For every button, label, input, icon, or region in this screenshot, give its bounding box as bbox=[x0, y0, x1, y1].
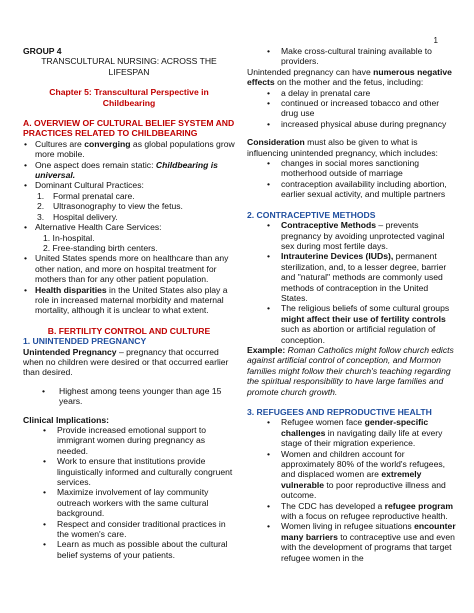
page-number: 1 bbox=[433, 36, 438, 45]
left-column bbox=[23, 46, 235, 560]
list-item: • Respect and consider traditional practices in the women's care. bbox=[23, 519, 235, 540]
list-item: • Highest among teens younger than age 15 years. bbox=[23, 386, 235, 407]
list-item: • Maximize involvement of lay community outreach workers with the same cultural background. bbox=[23, 487, 235, 518]
contraceptive-list bbox=[247, 220, 457, 345]
list-item: • changes in social mores sanctioning motherhood outside of marriage bbox=[247, 158, 457, 179]
training-list bbox=[247, 46, 457, 67]
list-item: • Work to ensure that institutions provide linguistically informed and culturally congruent services. bbox=[23, 456, 235, 487]
practice-item: 2. Ultrasonography to view the fetus. bbox=[37, 201, 183, 212]
clinical-list bbox=[23, 425, 235, 560]
refugees-heading: 3. REFUGEES AND REPRODUCTIVE HEALTH bbox=[247, 407, 432, 417]
list-item: • The CDC has developed a refugee program with a focus on refugee reproductive health. bbox=[247, 501, 457, 522]
list-item: • Alternative Health Care Services: bbox=[23, 222, 235, 232]
group-label: GROUP 4 bbox=[23, 46, 62, 56]
negative-effects-intro: Unintended pregnancy can have numerous negative effects on the mother and the fetus, including: bbox=[247, 66, 452, 88]
section-a-list bbox=[23, 139, 235, 191]
effects-list bbox=[247, 88, 457, 130]
list-item: • contraception availability including abortion, earlier sexual activity, and multiple partners bbox=[247, 179, 457, 200]
list-item: • Provide increased emotional support to immigrant women during pregnancy as needed. bbox=[23, 425, 235, 456]
chapter-title: Chapter 5: Transcultural Perspective in Childbearing bbox=[49, 87, 209, 108]
unintended-pregnancy-definition: Unintended Pregnancy – pregnancy that occurred when no children were desired or that occurred earlier than desired. bbox=[23, 346, 229, 378]
refugees-list bbox=[247, 417, 457, 563]
list-item: • Cultures are converging as global populations grow more mobile. bbox=[23, 139, 235, 160]
example-paragraph: Example: Roman Catholics might follow church edicts against artificial control of conception, and Mormon families might follow their church's teaching regarding the spiritual responsibility to have large families and promote church growth. bbox=[247, 344, 454, 397]
list-item: • Women and children account for approximately 80% of the world's refugees, and displaced women are extremely vulnerable to poor reproductive illness and outcome. bbox=[247, 449, 457, 501]
list-item: • Women living in refugee situations encounter many barriers to contraceptive use and even with the development of programs that target refugee women in the bbox=[247, 521, 457, 563]
unintended-pregnancy-heading: 1. UNINTENDED PREGNANCY bbox=[23, 336, 147, 347]
list-item: • United States spends more on healthcare than any other nation, and more on hospital treatment for mothers than for any other patient population. bbox=[23, 253, 235, 284]
contraceptive-methods-heading: 2. CONTRACEPTIVE METHODS bbox=[247, 209, 376, 220]
list-item: • continued or increased tobacco and other drug use bbox=[247, 98, 457, 119]
section-b-heading: B. FERTILITY CONTROL AND CULTURE bbox=[47, 325, 211, 336]
course-title: TRANSCULTURAL NURSING: ACROSS THE LIFESPAN bbox=[41, 56, 217, 77]
list-item: • Make cross-cultural training available to providers. bbox=[247, 46, 457, 67]
list-item: • Learn as much as possible about the cultural belief systems of your patients. bbox=[23, 539, 235, 560]
section-a-list-2 bbox=[23, 222, 235, 232]
section-a-heading: A. OVERVIEW OF CULTURAL BELIEF SYSTEM AND PRACTICES RELATED TO CHILDBEARING bbox=[23, 118, 235, 139]
practice-list bbox=[23, 191, 235, 222]
practice-item: 3. Hospital delivery. bbox=[37, 211, 118, 222]
list-item: • Refugee women face gender-specific challenges in navigating daily life at every stage of their migration experience. bbox=[247, 417, 457, 448]
influences-list bbox=[247, 158, 457, 200]
list-item: • One aspect does remain static: Childbearing is universal. bbox=[23, 160, 235, 181]
list-item: • Contraceptive Methods – prevents pregnancy by avoiding unprotected vaginal sex during most fertile days. bbox=[247, 220, 457, 251]
list-item: • increased physical abuse during pregnancy bbox=[247, 119, 457, 129]
right-column bbox=[247, 46, 457, 563]
practice-item: 1. Formal prenatal care. bbox=[37, 190, 135, 201]
service-item: 1. In-hospital. bbox=[43, 232, 95, 243]
clinical-implications-heading: Clinical Implications: bbox=[23, 414, 109, 425]
list-item: • Health disparities in the United States also play a role in increased maternal morbidity and maternal mortality, although it is unclear to what extent. bbox=[23, 285, 235, 316]
list-item: • The religious beliefs of some cultural groups might affect their use of fertility controls such as abortion or artificial regulation of conception. bbox=[247, 303, 457, 345]
highest-list bbox=[23, 386, 235, 407]
service-item: 2. Free-standing birth centers. bbox=[43, 242, 158, 253]
section-a-list-3 bbox=[23, 253, 235, 315]
list-item: • a delay in prenatal care bbox=[247, 88, 457, 98]
list-item: • Dominant Cultural Practices: bbox=[23, 180, 235, 190]
list-item: • Intrauterine Devices (IUDs), permanent sterilization, and, to a lesser degree, barrier and "natural" methods are commonly used methods of contraception in the United States. bbox=[247, 251, 457, 303]
consideration-intro: Consideration must also be given to what is influencing unintended pregnancy, which includes: bbox=[247, 137, 438, 158]
